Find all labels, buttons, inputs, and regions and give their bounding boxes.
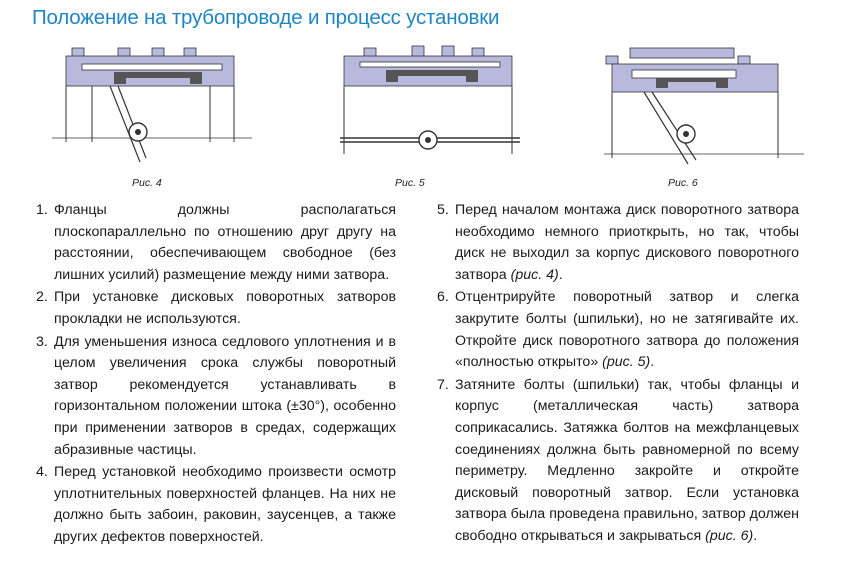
figure-4-caption: Рис. 4 — [132, 177, 162, 189]
figure-reference: (рис. 6) — [705, 527, 754, 544]
step-text: Перед установкой необходимо произвести осмотр уплотнительных поверхностей фланцев. На них не должно быть забоин, раковин, заусенцев, а также других дефектов поверхностей. — [54, 464, 396, 545]
step-tail: . — [753, 527, 758, 544]
list-item — [36, 287, 396, 330]
step-number: 6. — [437, 289, 449, 306]
step-number: 2. — [36, 289, 48, 306]
figure-6-caption: Рис. 6 — [668, 177, 698, 189]
figure-6-drawing — [604, 42, 804, 172]
steps-left-column — [36, 200, 396, 550]
list-item — [437, 287, 799, 373]
step-number: 4. — [36, 464, 48, 481]
step-number: 5. — [437, 202, 449, 218]
list-item — [36, 200, 396, 286]
figure-5 — [330, 42, 530, 172]
figure-6 — [604, 42, 804, 172]
page-title: Положение на трубопроводе и процесс установки — [32, 6, 500, 29]
figure-5-drawing — [330, 42, 530, 172]
figure-4-drawing — [52, 42, 252, 172]
step-number: 1. — [36, 202, 48, 218]
list-item — [36, 332, 396, 462]
step-text: Фланцы должны располагаться плоскопараллельно по отношению друг другу на расстоянии, обеспечивающем свободное (без лишних усилий) размещение между ними затвора. — [54, 202, 396, 283]
step-number: 3. — [36, 333, 48, 350]
figure-reference: (рис. 5) — [602, 354, 651, 371]
step-text: Затяните болты (шпильки) так, чтобы фланцы и корпус (металлическая часть) затвора соприкасались. Затяжка болтов на межфланцевых соединениях должна быть равномерной по всему периметру. Медленно закройте и откройте дисковый поворотный затвор. Если установка затвора была проведена правильно, затвор должен свободно открываться и закрываться — [455, 376, 799, 544]
step-body — [455, 375, 799, 548]
step-text: Для уменьшения износа седлового уплотнения и в целом увеличения срока службы поворотный затвор рекомендуется устанавливать в горизонтальном положении штока (±30°), особенно при применении затворов в средах, содержащих абразивные частицы. — [54, 333, 396, 458]
step-tail: . — [650, 354, 655, 371]
list-item — [437, 200, 799, 286]
step-tail: . — [558, 266, 563, 283]
steps-right-column — [437, 200, 799, 549]
list-item — [36, 462, 396, 548]
step-text: Перед началом монтажа диск поворотного затвора необходимо немного приоткрыть, но так, чтобы диск не выходил за корпус дискового поворотного затвора — [455, 202, 799, 283]
step-body — [455, 200, 799, 286]
list-item — [437, 375, 799, 548]
figure-4 — [52, 42, 252, 172]
step-number: 7. — [437, 376, 449, 393]
step-body — [455, 287, 799, 373]
figure-5-caption: Рис. 5 — [395, 177, 425, 189]
figure-reference: (рис. 4) — [510, 266, 559, 283]
step-text: При установке дисковых поворотных затворов прокладки не используются. — [54, 289, 396, 327]
step-text: Отцентрируйте поворотный затвор и слегка закрутите болты (шпильки), но не затягивайте их. Откройте диск поворотного затвора до положения «полностью открыто» — [455, 289, 799, 371]
